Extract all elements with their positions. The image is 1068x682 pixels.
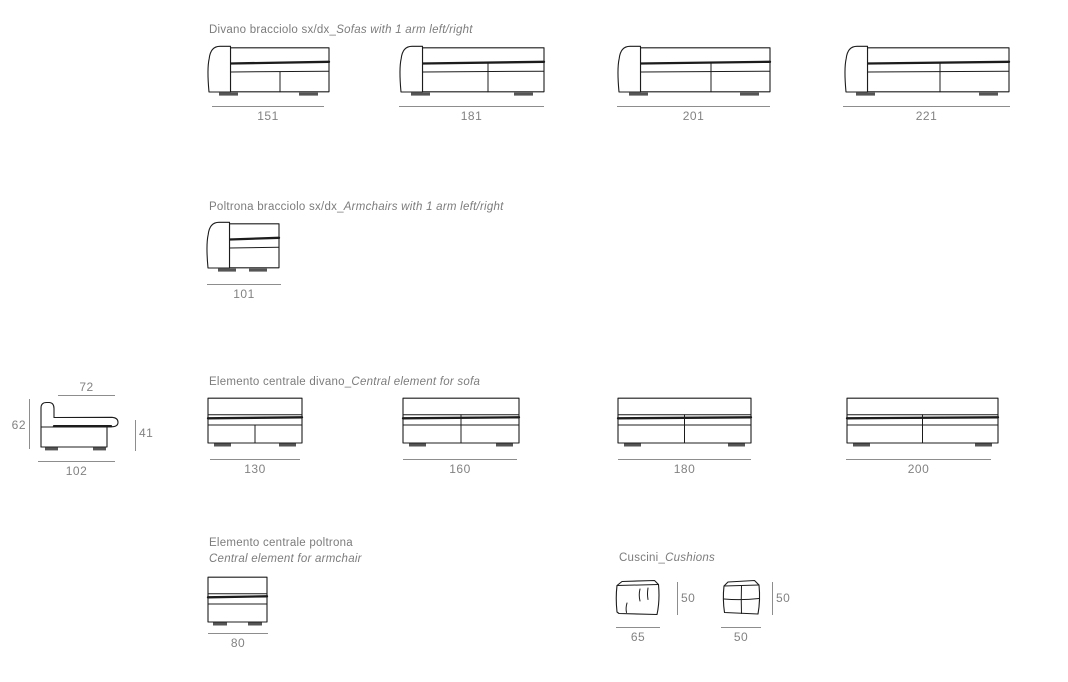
dim-sofa-181: 181 — [399, 106, 544, 123]
cushion-65-drawing — [612, 576, 664, 618]
cushion-50-drawing — [719, 576, 763, 618]
section-title-sofas-italian: Divano bracciolo sx/dx_ — [209, 24, 337, 36]
dim-line-cushion-65-height — [677, 582, 678, 615]
section-title-central-armchair — [209, 536, 362, 567]
dim-central-200: 200 — [846, 459, 991, 476]
dim-side-total-height: 62 — [11, 418, 26, 432]
section-title-central-sofa — [209, 375, 480, 391]
dim-central-80: 80 — [208, 633, 268, 650]
central-element-160-drawing — [402, 397, 520, 449]
central-element-200-drawing — [846, 397, 999, 449]
section-title-central-sofa-english: Central element for sofa — [351, 376, 481, 388]
dim-cushion-50-height: 50 — [776, 591, 791, 605]
central-element-180-drawing — [617, 397, 752, 449]
section-title-sofas-english: Sofas with 1 arm left/right — [336, 24, 473, 36]
central-element-130-drawing — [207, 397, 303, 449]
central-element-80-drawing — [207, 576, 268, 628]
section-title-cushions-english: Cushions — [665, 552, 716, 564]
dim-central-130: 130 — [210, 459, 300, 476]
dim-side-top-width: 72 — [58, 380, 115, 396]
dim-side-depth: 102 — [38, 461, 115, 478]
dim-sofa-151: 151 — [212, 106, 324, 123]
sofa-151-drawing — [206, 45, 331, 98]
dim-cushion-65-height: 50 — [681, 591, 696, 605]
section-title-central-armchair-english: Central element for armchair — [209, 552, 362, 565]
side-view-drawing — [35, 395, 123, 457]
dim-central-160: 160 — [403, 459, 517, 476]
section-title-cushions-italian: Cuscini_ — [619, 552, 666, 564]
sofa-221-drawing — [843, 45, 1011, 98]
dim-cushion-50-width: 50 — [721, 627, 761, 644]
section-title-central-armchair-italian: Elemento centrale poltrona — [209, 537, 353, 549]
sofa-181-drawing — [398, 45, 546, 98]
dim-cushion-65-width: 65 — [616, 627, 660, 644]
section-title-armchairs-italian: Poltrona bracciolo sx/dx_ — [209, 201, 344, 213]
section-title-armchairs-english: Armchairs with 1 arm left/right — [343, 201, 504, 213]
section-title-cushions — [619, 551, 715, 567]
dim-armchair-101: 101 — [207, 284, 281, 301]
dim-line-total-height — [29, 399, 30, 449]
dim-central-180: 180 — [618, 459, 751, 476]
dim-sofa-201: 201 — [617, 106, 770, 123]
section-title-sofas — [209, 23, 473, 39]
dim-line-seat-height — [135, 420, 136, 451]
dim-side-seat-height: 41 — [139, 426, 154, 440]
armchair-101-drawing — [205, 221, 281, 274]
section-title-armchairs — [209, 200, 504, 216]
section-title-central-sofa-italian: Elemento centrale divano_ — [209, 376, 352, 388]
dim-sofa-221: 221 — [843, 106, 1010, 123]
dim-line-cushion-50-height — [772, 582, 773, 615]
sofa-201-drawing — [616, 45, 772, 98]
